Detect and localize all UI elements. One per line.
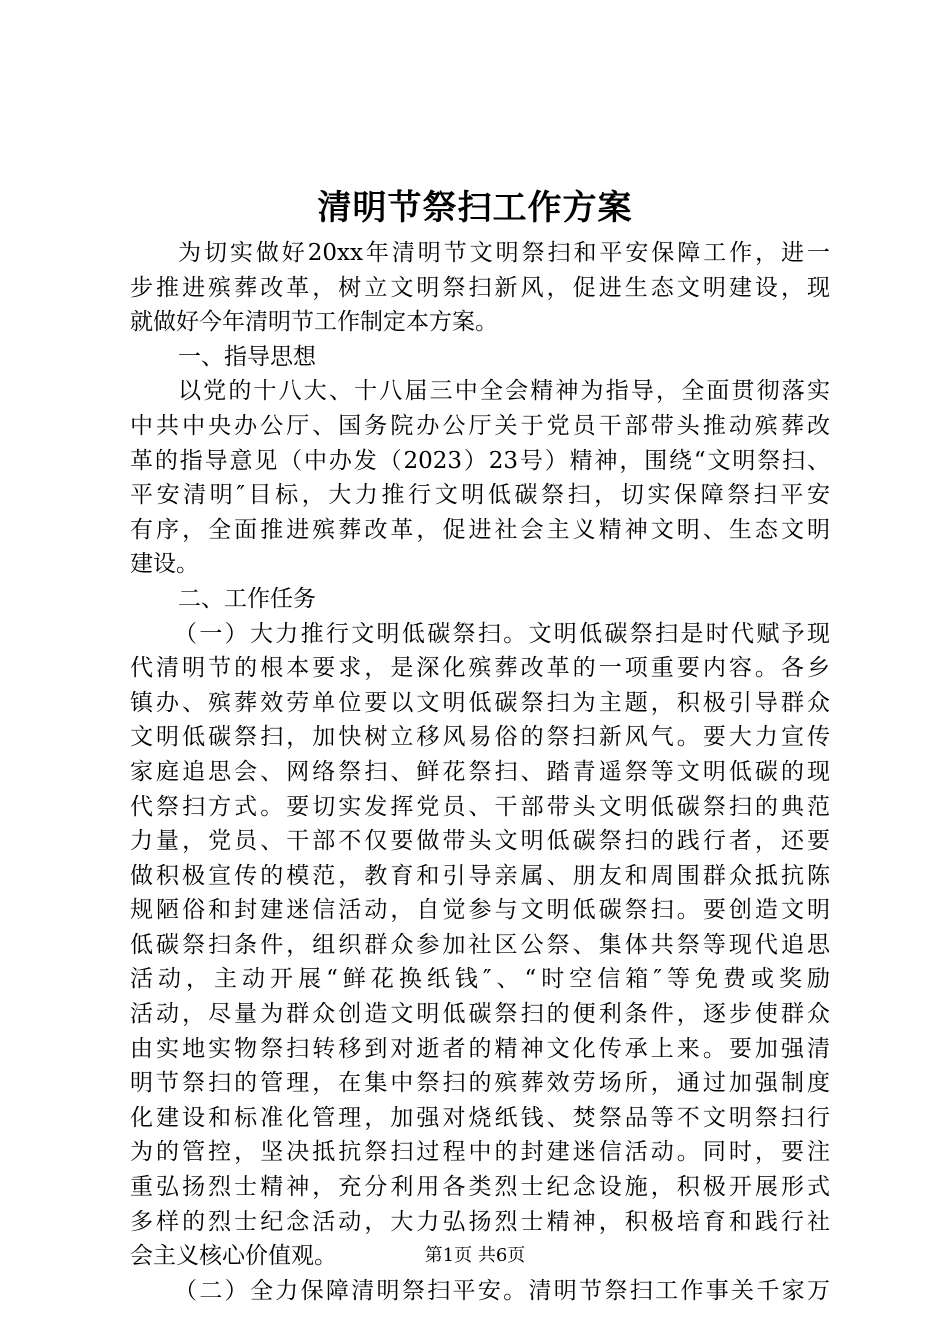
paragraph-line: 低碳祭扫条件，组织群众参加社区公祭、集体共祭等现代追思 xyxy=(130,931,830,958)
paragraph-line: （二）全力保障清明祭扫平安。清明节祭扫工作事关千家万 xyxy=(174,1277,830,1304)
paragraph-line: 就做好今年清明节工作制定本方案。 xyxy=(130,309,498,336)
paragraph-line: 代清明节的根本要求，是深化殡葬改革的一项重要内容。各乡 xyxy=(130,655,830,682)
paragraph-line: 多样的烈士纪念活动，大力弘扬烈士精神，积极培育和践行社 xyxy=(130,1208,830,1235)
paragraph-line: 活动，尽量为群众创造文明低碳祭扫的便利条件，逐步使群众 xyxy=(130,1001,830,1028)
paragraph-line: 家庭追思会、网络祭扫、鲜花祭扫、踏青遥祭等文明低碳的现 xyxy=(130,758,830,785)
paragraph-line: 明节祭扫的管理，在集中祭扫的殡葬效劳场所，通过加强制度 xyxy=(130,1070,830,1097)
paragraph-line: 代祭扫方式。要切实发挥党员、干部带头文明低碳祭扫的典范 xyxy=(130,793,830,820)
paragraph-line: 镇办、殡葬效劳单位要以文明低碳祭扫为主题，积极引导群众 xyxy=(130,689,830,716)
paragraph-line: 为切实做好20xx年清明节文明祭扫和平安保障工作，进一 xyxy=(178,240,830,266)
document-body xyxy=(130,236,830,1308)
page-number-footer: 第1页 共6页 xyxy=(424,1245,526,1266)
paragraph-line: 力量，党员、干部不仅要做带头文明低碳祭扫的践行者，还要 xyxy=(130,828,830,855)
paragraph-line: 有序，全面推进殡葬改革，促进社会主义精神文明、生态文明 xyxy=(130,516,830,543)
paragraph-line: 活动，主动开展“鲜花换纸钱″、“时空信箱″等免费或奖励 xyxy=(130,966,830,993)
paragraph-line: 重弘扬烈士精神，充分利用各类烈士纪念设施，积极开展形式 xyxy=(130,1174,830,1201)
section-heading: 一、指导思想 xyxy=(178,343,316,370)
paragraph-line: 会主义核心价值观。 xyxy=(130,1243,337,1270)
section-heading: 二、工作任务 xyxy=(178,585,316,612)
paragraph-line: 由实地实物祭扫转移到对逝者的精神文化传承上来。要加强清 xyxy=(130,1035,830,1062)
paragraph-line: 文明低碳祭扫，加快树立移风易俗的祭扫新风气。要大力宣传 xyxy=(130,724,830,751)
paragraph-line: 做积极宣传的模范，教育和引导亲属、朋友和周围群众抵抗陈 xyxy=(130,862,830,889)
paragraph-line: 建设。 xyxy=(130,551,199,578)
paragraph-line: 中共中央办公厅、国务院办公厅关于党员干部带头推动殡葬改 xyxy=(130,412,830,439)
paragraph-line: 为的管控，坚决抵抗祭扫过程中的封建迷信活动。同时，要注 xyxy=(130,1139,830,1166)
paragraph-line: 革的指导意见（中办发（2023）23号）精神，围绕“文明祭扫、 xyxy=(130,447,830,474)
paragraph-line: 化建设和标准化管理，加强对烧纸钱、焚祭品等不文明祭扫行 xyxy=(130,1104,830,1131)
document-title: 清明节祭扫工作方案 xyxy=(317,188,633,228)
paragraph-line: 平安清明″目标，大力推行文明低碳祭扫，切实保障祭扫平安 xyxy=(130,482,830,509)
paragraph-line: （一）大力推行文明低碳祭扫。文明低碳祭扫是时代赋予现 xyxy=(174,620,830,647)
paragraph-line: 以党的十八大、十八届三中全会精神为指导，全面贯彻落实 xyxy=(178,378,830,405)
paragraph-line: 步推进殡葬改革，树立文明祭扫新风，促进生态文明建设，现 xyxy=(130,274,830,301)
paragraph-line: 规陋俗和封建迷信活动，自觉参与文明低碳祭扫。要创造文明 xyxy=(130,897,830,924)
